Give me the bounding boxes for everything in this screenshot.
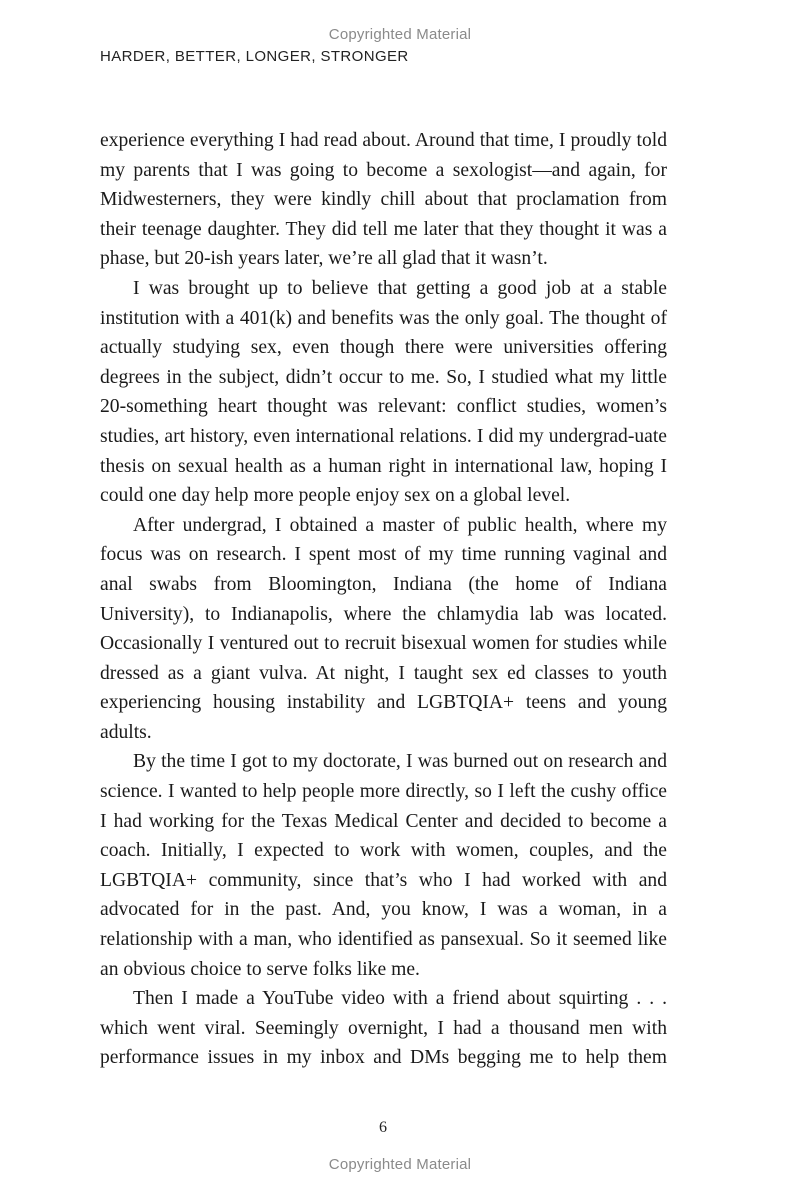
watermark-bottom: Copyrighted Material <box>328 1156 472 1173</box>
paragraph-3: After undergrad, I obtained a master of public health, where my focus was on research. I spent most of my time running vaginal and anal swabs from Bloomington, Indiana (the home of Indiana University), to Indianapolis, where the chlamydia lab was located. Occasionally I ventured out to recruit bisexual women for studies while dressed as a giant vulva. At night, I taught sex ed classes to youth experiencing housing instability and LGBTQIA+ teens and young adults. <box>100 514 667 743</box>
body-text <box>100 126 667 1073</box>
paragraph-1: experience everything I had read about. Around that time, I proudly told my parents that I was going to become a sexologist—and again, for Midwesterners, they were kindly chill about that proclamation from their teenage daughter. They did tell me later that they thought it was a phase, but 20-ish years later, we’re all glad that it wasn’t. <box>100 130 667 270</box>
running-head: HARDER, BETTER, LONGER, STRONGER <box>100 48 409 65</box>
paragraph-5: Then I made a YouTube video with a friend about squirting . . . which went viral. Seemingly overnight, I had a thousand men with performance issues in my inbox and DMs begging me to help them <box>100 988 667 1069</box>
page-number: 6 <box>379 1119 387 1136</box>
paragraph-4: By the time I got to my doctorate, I was burned out on research and science. I wanted to help people more directly, so I left the cushy office I had working for the Texas Medical Center and decided to become a coach. Initially, I expected to work with women, couples, and the LGBTQIA+ community, since that’s who I had worked with and advocated for in the past. And, you know, I was a woman, in a relationship with a man, who identified as pansexual. So it seemed like an obvious choice to serve folks like me. <box>100 751 667 980</box>
watermark-top: Copyrighted Material <box>328 26 472 43</box>
paragraph-2: I was brought up to believe that getting a good job at a stable institution with a 401(k) and benefits was the only goal. The thought of actually studying sex, even though there were universities offering degrees in the subject, didn’t occur to me. So, I studied what my little 20-something heart thought was relevant: conflict studies, women’s studies, art history, even international relations. I did my undergrad-uate thesis on sexual health as a human right in international law, hoping I could one day help more people enjoy sex on a global level. <box>100 277 667 507</box>
